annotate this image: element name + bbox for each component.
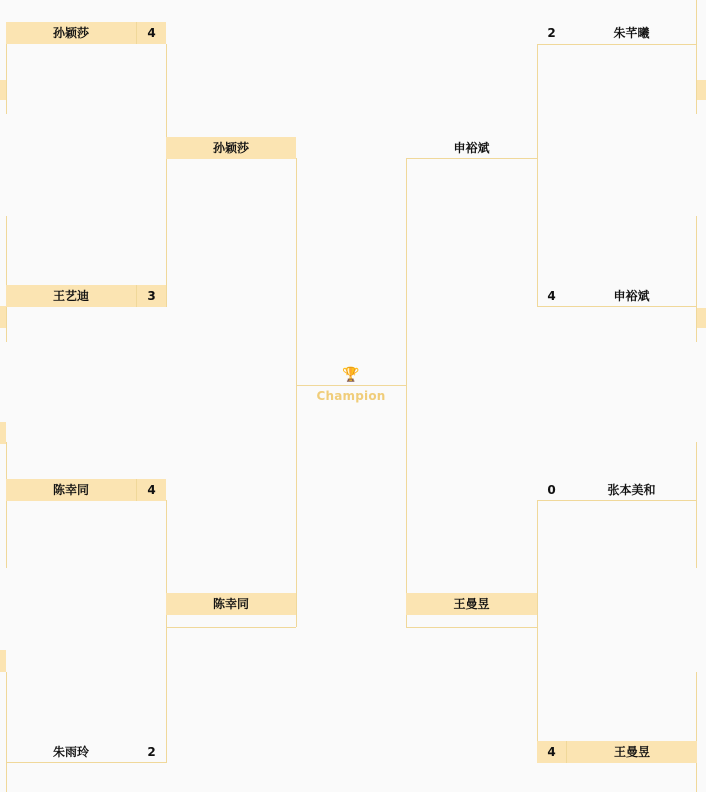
player-name: 申裕斌 [613,289,650,303]
match-slot-left-4[interactable] [6,741,166,763]
player-name: 朱芊曦 [613,26,650,40]
edge-connector [6,442,7,568]
edge-stub [0,650,6,672]
match-slot-right-2[interactable] [537,285,697,307]
edge-stub [0,306,6,328]
player-score: 4 [147,26,156,40]
bracket-connector [406,158,407,627]
semifinal-slot-left-2[interactable] [166,593,296,615]
player-name: 王艺迪 [52,289,89,303]
bracket-connector [166,44,167,307]
match-slot-right-1[interactable] [537,22,697,44]
bracket-connector [296,385,406,386]
semifinal-slot-right-2[interactable] [406,593,537,615]
match-slot-left-1[interactable] [6,22,166,44]
bracket-connector [537,44,538,307]
semifinal-slot-left-1[interactable] [166,137,296,159]
bracket-connector [166,627,296,628]
player-name: 申裕斌 [453,141,490,155]
edge-stub [697,80,706,100]
player-score: 3 [147,289,156,303]
match-slot-right-3[interactable] [537,479,697,501]
trophy-icon: 🏆 [342,367,360,383]
player-name: 朱雨玲 [52,745,89,759]
player-name: 孙颖莎 [52,26,89,40]
player-score: 2 [547,26,556,40]
edge-stub [697,308,706,328]
player-name: 张本美和 [607,483,656,497]
match-slot-left-2[interactable] [6,285,166,307]
champion-label: Champion [316,389,386,403]
player-score: 4 [547,289,556,303]
semifinal-slot-right-1[interactable] [406,137,537,159]
edge-connector [696,442,697,568]
edge-stub [0,422,6,444]
edge-connector [696,672,697,792]
player-name: 王曼昱 [453,597,490,611]
player-name: 孙颖莎 [212,141,249,155]
player-name: 王曼昱 [613,745,650,759]
bracket-connector [406,627,537,628]
match-slot-left-3[interactable] [6,479,166,501]
player-score: 0 [547,483,556,497]
player-score: 4 [147,483,156,497]
edge-connector [6,216,7,342]
player-score: 4 [547,745,556,759]
edge-connector [6,672,7,792]
player-name: 陈幸同 [212,597,249,611]
edge-connector [6,44,7,114]
player-score: 2 [147,745,156,759]
edge-stub [0,80,6,100]
bracket-connector [537,44,697,45]
bracket-connector [537,500,538,763]
match-slot-right-4[interactable] [537,741,697,763]
player-name: 陈幸同 [52,483,89,497]
bracket-connector [166,500,167,763]
